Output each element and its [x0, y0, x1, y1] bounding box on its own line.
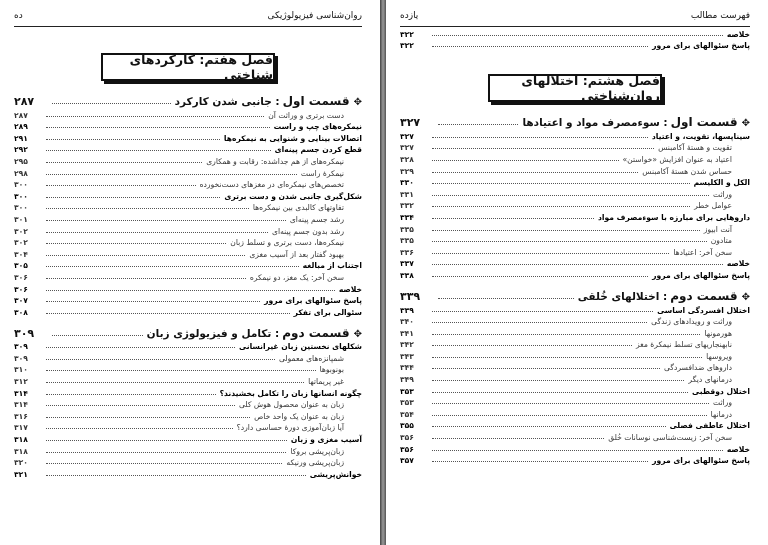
toc-entry-page: ۲۹۱: [14, 133, 28, 143]
toc-entry-page: ۳۲۷: [400, 143, 414, 153]
toc-entry-page: ۳۰۰: [14, 191, 28, 201]
toc-entry-page: ۳۱۰: [14, 365, 28, 375]
part-heading[interactable]: [400, 286, 750, 303]
toc-entry-page: ۳۵۶: [400, 433, 414, 443]
running-head-title: فهرست مطالب: [690, 11, 750, 21]
toc-entry[interactable]: [14, 224, 362, 236]
dot-leader: [432, 461, 648, 462]
dot-leader: [46, 313, 290, 314]
part-page: ۳۳۹: [400, 289, 421, 303]
toc-entry[interactable]: [14, 456, 362, 468]
toc-entry[interactable]: [14, 374, 362, 386]
ornament-icon: ✥: [741, 118, 750, 130]
dot-leader: [46, 220, 286, 221]
chapter-title-box: [101, 53, 275, 81]
dot-leader: [46, 197, 220, 198]
ornament-icon: ✥: [353, 97, 362, 108]
toc-entry-title: خلاصه: [726, 444, 750, 454]
dot-leader: [432, 426, 666, 427]
dot-leader: [52, 335, 143, 336]
toc-entry-page: ۳۱۴: [14, 400, 28, 410]
toc-entry-title: شکل‌گیری جانبی شدن و دست برتری: [224, 191, 362, 201]
toc-entry-page: ۲۸۷: [14, 110, 28, 120]
toc-entry-page: ۲۹۲: [14, 145, 28, 155]
dot-leader: [432, 450, 723, 451]
dot-leader: [46, 278, 246, 279]
dot-leader: [432, 345, 632, 346]
toc-entry[interactable]: [400, 454, 750, 466]
toc-entry-page: ۳۴۲: [400, 340, 414, 350]
toc-entry-title: بونوبوها: [319, 365, 344, 375]
toc-entry-title: اعتیاد به عنوان افزایش «خواستن»: [622, 154, 732, 164]
part-heading[interactable]: [14, 323, 362, 340]
toc-entry-page: ۳۰۴: [14, 249, 28, 259]
toc-entry[interactable]: [400, 303, 750, 315]
toc-entry-title: داروهایی برای مبارزه با سوءمصرف مواد: [598, 212, 750, 222]
dot-leader: [46, 359, 275, 360]
toc-entry[interactable]: [400, 349, 750, 361]
dot-leader: [432, 46, 648, 47]
part-label: قسمت اول: [282, 94, 350, 108]
toc-entry-title: سخن آخر: یک مغز، دو نیمکره: [249, 272, 344, 282]
part-title: : تکامل و فیزیولوژی زبان: [146, 327, 280, 340]
dot-leader: [46, 452, 286, 453]
toc-entry[interactable]: [14, 340, 362, 352]
toc-entry-title: سیناپسها، تقویت، و اعتیاد: [651, 131, 750, 141]
part-heading[interactable]: [400, 112, 750, 129]
toc-entry-title: آسیب مغزی و زبان: [290, 435, 362, 445]
toc-entry-title: سخن آخر: اعتیادها: [673, 247, 732, 257]
running-head: [14, 8, 362, 27]
dot-leader: [432, 368, 660, 369]
dot-leader: [432, 392, 688, 393]
toc-entry-title: حساس شدن هستهٔ آکامبنس: [642, 166, 732, 176]
toc-entry-page: ۳۲۰: [14, 458, 28, 468]
dot-leader: [432, 334, 700, 335]
toc-entry-page: ۳۰۷: [14, 296, 28, 306]
dot-leader: [438, 124, 518, 125]
toc-entry-page: ۳۳۱: [400, 189, 414, 199]
toc-entry[interactable]: [400, 187, 750, 199]
dot-leader: [432, 183, 690, 184]
toc-entry-title: آیا زبان‌آموزی دورهٔ حساسی دارد؟: [236, 423, 344, 433]
toc-entry[interactable]: [400, 419, 750, 431]
toc-entry-title: وراثت: [712, 398, 732, 408]
toc-entry-title: زبان‌پریشی بروکا: [290, 446, 344, 456]
toc-entry-page: ۳۳۷: [400, 259, 414, 269]
toc-entry[interactable]: [14, 270, 362, 282]
toc-entry[interactable]: [400, 326, 750, 338]
ornament-icon: ✥: [353, 328, 362, 340]
toc-entry-title: شمپانزه‌های معمولی: [278, 353, 344, 363]
toc-entry-title: عوامل خطر: [694, 201, 732, 211]
toc-entry[interactable]: [14, 259, 362, 271]
toc-entry-page: ۳۱۲: [14, 377, 28, 387]
toc-entry-title: شکلهای نخستین زبان غیرانسانی: [239, 342, 362, 352]
toc-entry[interactable]: [400, 245, 750, 257]
toc-entry[interactable]: [14, 282, 362, 294]
dot-leader: [432, 403, 709, 404]
toc-entry-title: بهبود گفتار بعد از آسیب مغزی: [249, 249, 344, 259]
toc-entry-title: درمانها: [710, 409, 732, 419]
toc-entry-page: ۳۱۶: [14, 411, 28, 421]
toc-entry[interactable]: [14, 247, 362, 259]
toc-entry-title: رشد بدون جسم پینه‌ای: [272, 226, 344, 236]
toc-entry-page: ۳۵۳: [400, 398, 414, 408]
dot-leader: [432, 195, 709, 196]
toc-entry-page: ۳۱۸: [14, 446, 28, 456]
toc-entry-title: اختلال افسردگی اساسی: [657, 305, 750, 315]
toc-entry[interactable]: [400, 176, 750, 188]
toc-entry-page: ۳۵۴: [400, 409, 414, 419]
toc-entry[interactable]: [400, 129, 750, 141]
toc-entry[interactable]: [400, 257, 750, 269]
toc-entry-title: خلاصه: [726, 259, 750, 269]
dot-leader: [432, 322, 647, 323]
left-page: [0, 0, 380, 545]
dot-leader: [432, 438, 604, 439]
toc-entry[interactable]: [400, 361, 750, 373]
toc-entry-page: ۳۵۷: [400, 456, 414, 466]
dot-leader: [46, 208, 249, 209]
toc-entry-title: پاسخ سئوالهای برای مرور: [652, 270, 750, 280]
toc-entry[interactable]: [14, 444, 362, 456]
toc-entry[interactable]: [14, 305, 362, 317]
dot-leader: [432, 230, 700, 231]
toc-entry-title: نیمکره‌های از هم جداشده: رقابت و همکاری: [206, 156, 344, 166]
toc-entry-title: پاسخ سئوالهای برای مرور: [652, 41, 750, 51]
toc-entry-page: ۳۳۰: [400, 178, 414, 188]
chapter-title: فصل هفتم: کارکردهای شناختی: [129, 52, 273, 82]
toc-entry[interactable]: [400, 222, 750, 234]
toc-entry-page: ۳۳۲: [400, 201, 414, 211]
toc-entry-page: ۳۰۹: [14, 342, 28, 352]
chapter-title-box: [488, 74, 662, 102]
dot-leader: [432, 172, 638, 173]
toc-entry[interactable]: [400, 384, 750, 396]
toc-entry-page: ۳۰۶: [14, 272, 28, 282]
toc-entry-title: پاسخ سئوالهای برای مرور: [652, 456, 750, 466]
dot-leader: [46, 463, 282, 464]
toc-entry-page: ۳۴۹: [400, 375, 414, 385]
dot-leader: [432, 137, 648, 138]
toc-entry-title: درمانهای دیگر: [688, 375, 732, 385]
toc-entry-title: وراثت: [712, 189, 732, 199]
toc-entry-title: تفاوتهای کالبدی بین نیمکره‌ها: [252, 203, 344, 213]
toc-entry[interactable]: [14, 351, 362, 363]
dot-leader: [46, 428, 233, 429]
toc-entry[interactable]: [14, 178, 362, 190]
part-page: ۳۰۹: [14, 326, 35, 340]
toc-entry-title: تقویت و هستهٔ آکامبنس: [658, 143, 732, 153]
dot-leader: [52, 103, 171, 104]
toc-entry[interactable]: [400, 430, 750, 442]
part-label: قسمت دوم: [670, 288, 738, 303]
toc-entry[interactable]: [400, 442, 750, 454]
toc-entry[interactable]: [400, 27, 750, 39]
toc-entry-title: آنت ابیوز: [703, 224, 732, 234]
toc-entry-title: خلاصه: [338, 284, 362, 294]
right-page: [386, 0, 768, 545]
toc-entry[interactable]: [14, 166, 362, 178]
toc-entry[interactable]: [400, 338, 750, 350]
toc-entry-title: اختلال عاطفی فصلی: [669, 421, 750, 431]
toc-entry-title: ویروسها: [706, 351, 732, 361]
dot-leader: [46, 475, 306, 476]
toc-entry[interactable]: [14, 189, 362, 201]
dot-leader: [432, 148, 654, 149]
toc-entry-page: ۳۳۴: [400, 212, 414, 222]
dot-leader: [432, 380, 684, 381]
toc-entry-page: ۳۵۶: [400, 444, 414, 454]
toc-entry-title: وراثت و رویدادهای زندگی: [651, 317, 732, 327]
part-label: قسمت دوم: [282, 325, 350, 340]
dot-leader: [46, 127, 270, 128]
toc-entry-title: رشد جسم پینه‌ای: [289, 214, 344, 224]
dot-leader: [46, 139, 220, 140]
toc-entry[interactable]: [400, 199, 750, 211]
dot-leader: [46, 174, 297, 175]
toc-entry-page: ۲۸۹: [14, 122, 28, 132]
toc-entry-page: ۳۰۰: [14, 203, 28, 213]
toc-entry[interactable]: [14, 467, 362, 479]
toc-entry-page: ۲۹۵: [14, 156, 28, 166]
toc-entry-title: قطع کردن جسم پینه‌ای: [274, 145, 362, 155]
toc-entry-page: ۳۰۲: [14, 238, 28, 248]
toc-entry[interactable]: [400, 141, 750, 153]
toc-entry-page: ۳۴۴: [400, 363, 414, 373]
toc-entry-page: ۳۰۸: [14, 307, 28, 317]
part-page: ۳۲۷: [400, 116, 421, 130]
toc-entry-title: چگونه انسانها زبان را تکامل بخشیدند؟: [219, 388, 362, 398]
toc-entry-title: اتصالات بینایی و شنوایی به نیمکره‌ها: [223, 133, 362, 143]
toc-entry-title: سخن آخر: زیست‌شناسی نوسانات خُلق: [608, 433, 732, 443]
toc-entry-page: ۳۲۷: [400, 131, 414, 141]
toc-entry-title: غیر پریماتها: [308, 377, 344, 387]
toc-entry-page: ۳۱۴: [14, 388, 28, 398]
dot-leader: [46, 150, 271, 151]
toc-entry[interactable]: [400, 234, 750, 246]
dot-leader: [46, 417, 250, 418]
toc-entry-page: ۳۳۸: [400, 270, 414, 280]
toc-entry-title: نیمکره‌ها، دست برتری و تسلط زبان: [230, 238, 344, 248]
dot-leader: [46, 266, 299, 267]
dot-leader: [46, 382, 304, 383]
toc-entry-page: ۳۳۶: [400, 247, 414, 257]
dot-leader: [46, 185, 196, 186]
dot-leader: [46, 370, 316, 371]
chapter-title: فصل هشتم: اختلالهای روان‌شناختی: [521, 73, 660, 104]
toc-entry-title: زبان به عنوان محصول هوش کلی: [238, 400, 344, 410]
toc-entry-page: ۳۱۸: [14, 435, 28, 445]
toc-entry-page: ۳۴۳: [400, 351, 414, 361]
toc-entry[interactable]: [400, 164, 750, 176]
dot-leader: [432, 415, 707, 416]
dot-leader: [46, 394, 216, 395]
toc-entry-page: ۳۰۵: [14, 261, 28, 271]
dot-leader: [46, 440, 287, 441]
toc-entry-page: ۳۰۲: [14, 226, 28, 236]
dot-leader: [432, 35, 723, 36]
dot-leader: [46, 405, 235, 406]
toc-entry-title: زبان‌پریشی ورنیکه: [286, 458, 344, 468]
dot-leader: [46, 347, 235, 348]
toc-entry-page: ۳۲۸: [400, 154, 414, 164]
toc-entry-page: ۳۳۵: [400, 236, 414, 246]
running-head: [400, 8, 750, 27]
toc-entry-page: ۳۲۱: [14, 469, 28, 479]
toc-entry[interactable]: [400, 407, 750, 419]
toc-entry-title: اختلال دوقطبی: [692, 386, 750, 396]
toc-entry-title: نیمکره‌های چپ و راست: [273, 122, 362, 132]
toc-entry-title: متادون: [710, 236, 732, 246]
toc-entry[interactable]: [14, 154, 362, 166]
toc-entry[interactable]: [14, 363, 362, 375]
toc-entry[interactable]: [14, 201, 362, 213]
running-head-title: روان‌شناسی فیزیولوژیکی: [267, 11, 362, 21]
dot-leader: [46, 301, 260, 302]
dot-leader: [46, 162, 202, 163]
toc-entry[interactable]: [400, 39, 750, 51]
dot-leader: [432, 253, 669, 254]
toc-entry[interactable]: [400, 315, 750, 327]
toc-entry[interactable]: [400, 152, 750, 164]
dot-leader: [46, 232, 268, 233]
dot-leader: [46, 243, 226, 244]
toc-entry-title: الکل و الکلیسم: [693, 178, 750, 188]
toc-entry-page: ۳۲۲: [400, 41, 414, 51]
toc-entry-title: خوانش‌پریشی: [309, 469, 362, 479]
dot-leader: [432, 276, 648, 277]
toc-entry-page: ۳۳۹: [400, 305, 414, 315]
toc-entry-page: ۳۳۵: [400, 224, 414, 234]
part-title: : اختلالهای خُلقی: [577, 290, 668, 303]
running-head-page-number: ده: [14, 11, 23, 21]
toc-entry-page: ۳۴۰: [400, 317, 414, 327]
toc-entry-title: خلاصه: [726, 29, 750, 39]
toc-entry[interactable]: [14, 131, 362, 143]
toc-list: [14, 91, 362, 479]
toc-entry-title: دست برتری و وراثت آن: [268, 110, 344, 120]
toc-entry[interactable]: [14, 409, 362, 421]
toc-entry[interactable]: [14, 212, 362, 224]
dot-leader: [432, 241, 707, 242]
toc-entry-page: ۳۴۱: [400, 328, 414, 338]
dot-leader: [46, 116, 264, 117]
toc-entry[interactable]: [14, 432, 362, 444]
running-head-page-number: یازده: [400, 11, 419, 21]
toc-entry-title: داروهای ضدافسردگی: [664, 363, 732, 373]
toc-entry-page: ۳۰۰: [14, 180, 28, 190]
toc-entry[interactable]: [14, 294, 362, 306]
toc-entry[interactable]: [14, 143, 362, 155]
dot-leader: [432, 264, 723, 265]
toc-list: [400, 112, 750, 465]
toc-entry-page: ۳۰۹: [14, 353, 28, 363]
toc-entry-page: ۳۵۵: [400, 421, 414, 431]
toc-entry-page: ۳۲۹: [400, 166, 414, 176]
dot-leader: [438, 298, 574, 299]
dot-leader: [432, 206, 690, 207]
toc-entry[interactable]: [14, 398, 362, 410]
toc-entry-page: ۳۰۱: [14, 214, 28, 224]
dot-leader: [432, 160, 619, 161]
dot-leader: [432, 357, 702, 358]
toc-entry-title: تخصص‌های نیمکره‌ای در مغزهای دست‌نخورده: [199, 180, 344, 190]
toc-entry-page: ۳۵۳: [400, 386, 414, 396]
toc-entry[interactable]: [14, 108, 362, 120]
toc-entry[interactable]: [400, 372, 750, 384]
toc-top-entries: [400, 27, 750, 50]
toc-entry-title: پاسخ سئوالهای برای مرور: [264, 296, 362, 306]
toc-entry-title: زبان به عنوان یک واحد خاص: [254, 411, 344, 421]
ornament-icon: ✥: [741, 291, 750, 303]
toc-entry-title: نیمکرهٔ راست: [300, 168, 344, 178]
toc-entry-page: ۲۹۸: [14, 168, 28, 178]
toc-entry-title: اجتناب از مبالغه: [302, 261, 362, 271]
toc-entry[interactable]: [400, 396, 750, 408]
part-page: ۲۸۷: [14, 95, 35, 108]
toc-entry[interactable]: [14, 386, 362, 398]
dot-leader: [46, 290, 335, 291]
part-label: قسمت اول: [670, 115, 738, 130]
toc-entry[interactable]: [14, 236, 362, 248]
part-title: : سوءمصرف مواد و اعتیادها: [522, 117, 668, 130]
toc-entry-title: هورمونها: [704, 328, 732, 338]
toc-entry-page: ۳۱۷: [14, 423, 28, 433]
toc-entry-page: ۳۲۲: [400, 29, 414, 39]
toc-entry[interactable]: [400, 268, 750, 280]
toc-entry-title: نابهنجاریهای تسلط نیمکرهٔ مغز: [635, 340, 732, 350]
toc-entry-page: ۳۰۶: [14, 284, 28, 294]
toc-entry[interactable]: [14, 120, 362, 132]
dot-leader: [432, 218, 594, 219]
part-title: : جانبی شدن کارکرد: [174, 96, 280, 108]
toc-entry-title: سئوالی برای تفکر: [293, 307, 362, 317]
dot-leader: [432, 311, 653, 312]
toc-entry[interactable]: [400, 210, 750, 222]
part-heading[interactable]: [14, 91, 362, 108]
toc-entry[interactable]: [14, 421, 362, 433]
dot-leader: [46, 255, 245, 256]
